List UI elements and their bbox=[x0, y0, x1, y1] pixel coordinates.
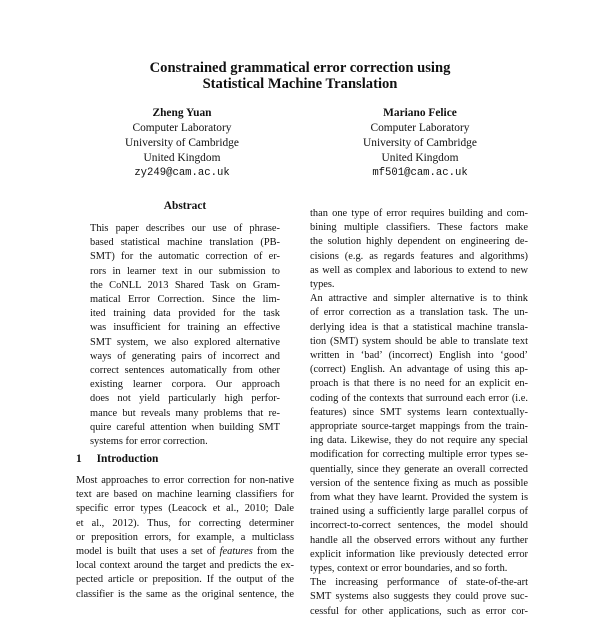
author-name: Zheng Yuan bbox=[152, 107, 212, 119]
text-line: appropriate source-target mappings from the train- bbox=[310, 421, 528, 433]
section-number: 1 bbox=[76, 453, 82, 465]
italic-term: features bbox=[219, 546, 253, 558]
text-line: The increasing performance of state-of-the-art bbox=[310, 577, 528, 589]
text-line: matical Error Correction. Since the lim- bbox=[90, 294, 280, 306]
text-line: the solution highly dependent on engineering de- bbox=[310, 236, 528, 248]
text-line: quentially, since they generate an overall corrected bbox=[310, 463, 528, 475]
author-affiliation: United Kingdom bbox=[381, 152, 459, 164]
text-line: explicit information like previously detected error bbox=[310, 548, 528, 560]
author-affiliation: University of Cambridge bbox=[363, 137, 477, 149]
author-affiliation: Computer Laboratory bbox=[132, 122, 232, 134]
text-line: An attractive and simpler alternative is to think bbox=[310, 293, 528, 305]
author-block-1 bbox=[82, 106, 282, 181]
abstract-heading: Abstract bbox=[163, 200, 207, 212]
text-line: was insufficient for training an effective bbox=[90, 322, 280, 334]
text-line: SMT) for the automatic correction of er- bbox=[90, 251, 280, 263]
text-line: than one type of error requires building and com- bbox=[310, 208, 528, 219]
title-line-2: Statistical Machine Translation bbox=[202, 76, 398, 92]
text-line: systems for error correction. bbox=[90, 436, 208, 448]
text-line: features) since SMT systems learn contextually- bbox=[310, 406, 528, 418]
text-line: et al., 2012). Thus, for correcting determiner bbox=[76, 517, 294, 529]
author-block-2 bbox=[320, 106, 520, 181]
text-line: SMT systems also suggests they could prove suc- bbox=[310, 591, 528, 603]
section-heading bbox=[76, 453, 158, 465]
text-line: handle all the observed errors without any further bbox=[310, 534, 528, 546]
text-line: as well as complex and laborious to extend to new bbox=[310, 264, 528, 276]
right-column-body bbox=[310, 207, 528, 619]
text-line: the CoNLL 2013 Shared Task on Gram- bbox=[90, 279, 280, 291]
text-line: of error correction as a translation task. The un- bbox=[310, 307, 528, 319]
paper-title bbox=[60, 60, 540, 92]
text-line: text are based on machine learning classifiers for bbox=[76, 489, 294, 501]
author-name: Mariano Felice bbox=[383, 107, 457, 119]
text-line: Most approaches to error correction for non-native bbox=[76, 475, 294, 486]
author-email: mf501@cam.ac.uk bbox=[372, 167, 468, 179]
text-line: cessful for other applications, such as error cor- bbox=[310, 605, 528, 617]
text-line: classifier is the same as the original sentence, the bbox=[76, 588, 294, 600]
author-affiliation: United Kingdom bbox=[143, 152, 221, 164]
text-line: types, context or error boundaries, and so forth. bbox=[310, 563, 508, 575]
text-line: bining multiple classifiers. These factors make bbox=[310, 222, 528, 234]
author-affiliation: Computer Laboratory bbox=[370, 122, 470, 134]
text-line: types. bbox=[310, 279, 335, 291]
title-line-1: Constrained grammatical error correction using bbox=[149, 60, 451, 76]
text-line: ited training data provided for the task bbox=[90, 308, 280, 320]
text-line: derlying idea is that a statistical machine transla- bbox=[310, 321, 528, 333]
text-line: This paper describes our use of phrase- bbox=[90, 223, 280, 234]
section-title: Introduction bbox=[96, 453, 159, 465]
text-line: mance but reveals many problems that re- bbox=[90, 407, 280, 419]
text-line: existing learner corpora. Our approach bbox=[90, 379, 280, 391]
text-line: ing data. Likewise, they do not require any special bbox=[310, 435, 528, 447]
text-line: coding of the contexts that surround each error (i.e. bbox=[310, 392, 528, 404]
text-line: version of the sentence fixing as much as possible bbox=[310, 477, 528, 489]
text-line: local context around the target and predicts the ex- bbox=[76, 560, 294, 572]
text-line: incorrect-to-correct sentences, the model should bbox=[310, 520, 528, 532]
text-line: or preposition errors, for example, a multiclass bbox=[76, 531, 294, 543]
text-line: based statistical machine translation (PB- bbox=[90, 237, 280, 249]
text-line: pected article or preposition. If the output of the bbox=[76, 574, 294, 586]
text-line: proach is that there is no need for an explicit en- bbox=[310, 378, 528, 390]
author-affiliation: University of Cambridge bbox=[125, 137, 239, 149]
text-line: SMT system, we also explored alternative bbox=[90, 336, 280, 348]
text-line: does not yield particularly high perfor- bbox=[90, 393, 280, 405]
text-line: written in ‘bad’ (incorrect) English into ‘good’ bbox=[310, 350, 528, 362]
text-line: specific error types (Leacock et al., 2010; Dale bbox=[76, 503, 294, 515]
abstract-body bbox=[90, 222, 280, 449]
text-line: correct sentences automatically from other bbox=[90, 365, 280, 377]
text-line: ways of generating pairs of incorrect and bbox=[90, 350, 280, 362]
text-line: model is built that uses a set of features from the bbox=[76, 546, 294, 558]
text-line: rors in learner text in our submission to bbox=[90, 265, 280, 277]
text-line: (correct) English. An advantage of using this ap- bbox=[310, 364, 528, 376]
text-line: quire careful attention when building SMT bbox=[90, 421, 280, 433]
introduction-body bbox=[76, 474, 294, 602]
text-line: modification for correcting multiple error types se- bbox=[310, 449, 528, 461]
text-line: from what they have learnt. Provided the system is bbox=[310, 492, 528, 504]
text-line: tion (SMT) system should be able to translate text bbox=[310, 335, 528, 347]
text-line: trained using a sufficiently large parallel corpus of bbox=[310, 506, 528, 518]
text-line: cisions (e.g. as regards features and algorithms) bbox=[310, 250, 528, 262]
author-email: zy249@cam.ac.uk bbox=[134, 167, 230, 179]
